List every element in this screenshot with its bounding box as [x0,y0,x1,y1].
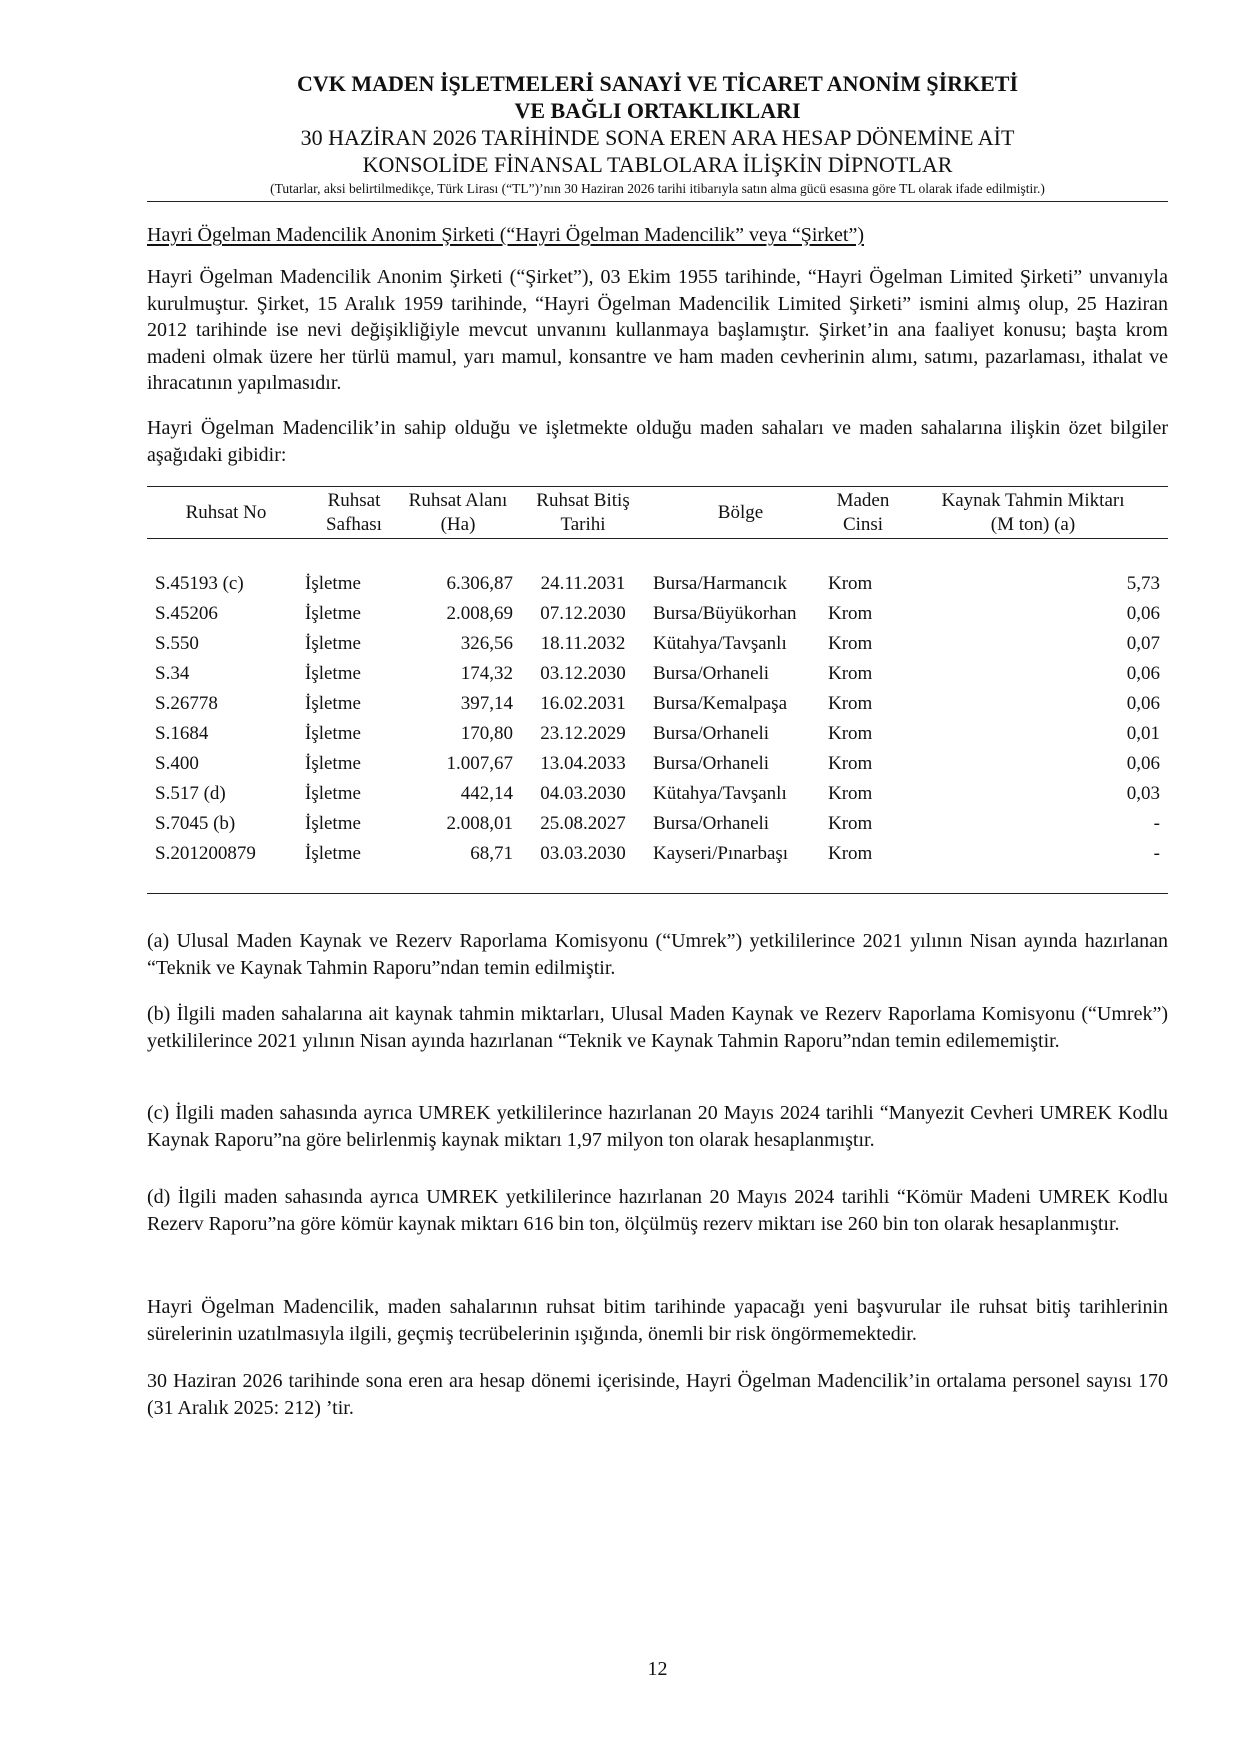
footnote-d: (d) İlgili maden sahasında ayrıca UMREK yetkililerince hazırlanan 20 Mayıs 2024 tarihli “Kömür Madeni UMREK Kodlu Rezerv Raporu”na göre kömür kaynak miktarı 616 bin ton, ölçülmüş rezerv miktarı ise 260 bin ton olarak hesaplanmıştır. [147,1186,1168,1235]
cell-resource: - [1153,843,1160,864]
cell-resource: - [1153,813,1160,834]
personnel-paragraph: 30 Haziran 2026 tarihinde sona eren ara hesap dönemi içerisinde, Hayri Ögelman Madencilik’in ortalama personel sayısı 170 (31 Aralık 2025: 212) ’tir. [147,1370,1168,1419]
cell-region: Bursa/Harmancık [653,573,788,594]
cell-license-no: S.26778 [155,693,218,714]
cell-license-no: S.45193 (c) [155,573,244,594]
currency-note: (Tutarlar, aksi belirtilmedikçe, Türk Lirası (“TL”)’nın 30 Haziran 2026 tarihi itibarıyla satın alma gücü esasına göre TL olarak ifade edilmiştir.) [270,181,1045,196]
cell-expiry: 07.12.2030 [540,603,626,624]
company-name-line1: CVK MADEN İŞLETMELERİ SANAYİ VE TİCARET ANONİM ŞİRKETİ [296,71,1019,96]
cell-region: Kütahya/Tavşanlı [653,633,787,654]
cell-expiry: 04.03.2030 [540,783,626,804]
cell-license-no: S.201200879 [155,843,256,864]
cell-resource: 0,01 [1126,723,1160,744]
cell-license-no: S.1684 [155,723,209,744]
cell-resource: 0,03 [1126,783,1160,804]
table-row [147,719,1168,749]
cell-resource: 0,07 [1126,633,1160,654]
cell-region: Bursa/Orhaneli [653,663,770,684]
table-row [147,569,1168,599]
cell-mineral: Krom [828,753,873,774]
cell-expiry: 03.03.2030 [540,843,626,864]
cell-expiry: 16.02.2031 [540,693,626,714]
col-region: Bölge [717,501,764,523]
cell-phase: İşletme [305,783,361,804]
cell-phase: İşletme [305,663,361,684]
cell-area: 6.306,87 [446,573,513,594]
cell-area: 68,71 [470,843,513,864]
cell-mineral: Krom [828,663,873,684]
cell-phase: İşletme [305,603,361,624]
col-expiry: Ruhsat Bitiş Tarihi [536,489,630,535]
cell-license-no: S.400 [155,753,199,774]
cell-phase: İşletme [305,753,361,774]
footnote-b: (b) İlgili maden sahalarına ait kaynak tahmin miktarları, Ulusal Maden Kaynak ve Rezerv Raporlama Komisyonu (“Umrek”) yetkililerince 2021 yılının Nisan ayında hazırlanan “Teknik ve Kaynak Tahmin Raporu”ndan temin edilememiştir. [147,1003,1168,1052]
cell-mineral: Krom [828,603,873,624]
table-header [147,487,1168,539]
col-area: Ruhsat Alanı (Ha) [408,489,508,535]
cell-region: Bursa/Orhaneli [653,723,770,744]
table-row [147,659,1168,689]
cell-resource: 0,06 [1126,663,1160,684]
cell-area: 397,14 [460,693,513,714]
cell-area: 2.008,01 [446,813,513,834]
cell-license-no: S.45206 [155,603,218,624]
period-line: 30 HAZİRAN 2026 TARİHİNDE SONA EREN ARA HESAP DÖNEMİNE AİT [300,125,1015,150]
cell-mineral: Krom [828,783,873,804]
table-row [147,749,1168,779]
cell-expiry: 03.12.2030 [540,663,626,684]
table-intro-paragraph: Hayri Ögelman Madencilik’in sahip olduğu ve işletmekte olduğu maden sahaları ve maden sahalarına ilişkin özet bilgiler aşağıdaki gibidir: [147,417,1168,466]
table-row [147,839,1168,869]
cell-license-no: S.34 [155,663,190,684]
cell-license-no: S.517 (d) [155,783,226,804]
cell-region: Bursa/Büyükorhan [653,603,797,624]
table-row [147,629,1168,659]
cell-area: 442,14 [460,783,513,804]
cell-license-no: S.550 [155,633,199,654]
company-name-line2: VE BAĞLI ORTAKLIKLARI [514,98,801,123]
cell-area: 2.008,69 [446,603,513,624]
table-row [147,809,1168,839]
cell-phase: İşletme [305,723,361,744]
col-mineral: Maden Cinsi [836,489,890,535]
cell-mineral: Krom [828,633,873,654]
cell-expiry: 18.11.2032 [540,633,626,654]
cell-phase: İşletme [305,633,361,654]
cell-mineral: Krom [828,573,873,594]
cell-resource: 5,73 [1126,573,1160,594]
cell-mineral: Krom [828,723,873,744]
cell-area: 326,56 [460,633,513,654]
footnote-a: (a) Ulusal Maden Kaynak ve Rezerv Raporlama Komisyonu (“Umrek”) yetkililerince 2021 yılının Nisan ayında hazırlanan “Teknik ve Kaynak Tahmin Raporu”ndan temin edilmiştir. [147,930,1168,979]
cell-expiry: 13.04.2033 [540,753,626,774]
header-divider [147,201,1168,202]
cell-region: Bursa/Orhaneli [653,753,770,774]
cell-resource: 0,06 [1126,753,1160,774]
table-row [147,689,1168,719]
cell-resource: 0,06 [1126,603,1160,624]
cell-region: Kayseri/Pınarbaşı [653,843,789,864]
cell-region: Bursa/Orhaneli [653,813,770,834]
intro-paragraph: Hayri Ögelman Madencilik Anonim Şirketi (“Şirket”), 03 Ekim 1955 tarihinde, “Hayri Ögelman Limited Şirketi” unvanıyla kurulmuştur. Şirket, 15 Aralık 1959 tarihinde, “Hayri Ögelman Madencilik Limited Şirketi” ismini almış olup, 25 Haziran 2012 tarihinde ise nevi değişikliğiyle mevcut unvanını kullanmaya başlamıştır. Şirket’in ana faaliyet konusu; başta krom madeni olmak üzere her türlü mamul, yarı mamul, konsantre ve ham maden cevherinin alımı, satımı, pazarlaması, ithalat ve ihracatının yapılmasıdır. [147,266,1168,394]
cell-mineral: Krom [828,693,873,714]
table-row [147,779,1168,809]
table-body [147,539,1168,894]
cell-mineral: Krom [828,813,873,834]
cell-expiry: 23.12.2029 [540,723,626,744]
cell-mineral: Krom [828,843,873,864]
col-phase: Ruhsat Safhası [326,489,382,535]
cell-license-no: S.7045 (b) [155,813,236,834]
cell-expiry: 24.11.2031 [540,573,626,594]
col-resource: Kaynak Tahmin Miktarı (M ton) (a) [941,489,1125,535]
cell-phase: İşletme [305,813,361,834]
section-heading: Hayri Ögelman Madencilik Anonim Şirketi (“Hayri Ögelman Madencilik” veya “Şirket”) [147,224,865,246]
mining-license-table [147,486,1168,894]
cell-phase: İşletme [305,693,361,714]
page-number: 12 [647,1658,668,1680]
cell-phase: İşletme [305,843,361,864]
cell-area: 1.007,67 [446,753,513,774]
footnote-c: (c) İlgili maden sahasında ayrıca UMREK yetkililerince hazırlanan 20 Mayıs 2024 tarihli “Manyezit Cevheri UMREK Kodlu Kaynak Raporu”na göre belirlenmiş kaynak miktarı 1,97 milyon ton olarak hesaplanmıştır. [147,1102,1168,1151]
cell-expiry: 25.08.2027 [540,813,626,834]
table-row [147,599,1168,629]
cell-resource: 0,06 [1126,693,1160,714]
col-license-no: Ruhsat No [185,501,267,523]
cell-area: 170,80 [460,723,513,744]
cell-phase: İşletme [305,573,361,594]
cell-area: 174,32 [460,663,513,684]
notes-title: KONSOLİDE FİNANSAL TABLOLARA İLİŞKİN DİPNOTLAR [362,152,953,177]
cell-region: Kütahya/Tavşanlı [653,783,787,804]
cell-region: Bursa/Kemalpaşa [653,693,788,714]
risk-paragraph: Hayri Ögelman Madencilik, maden sahalarının ruhsat bitim tarihinde yapacağı yeni başvurular ile ruhsat bitiş tarihlerinin sürelerinin uzatılmasıyla ilgili, geçmiş tecrübelerinin ışığında, önemli bir risk öngörmemektedir. [147,1296,1168,1345]
